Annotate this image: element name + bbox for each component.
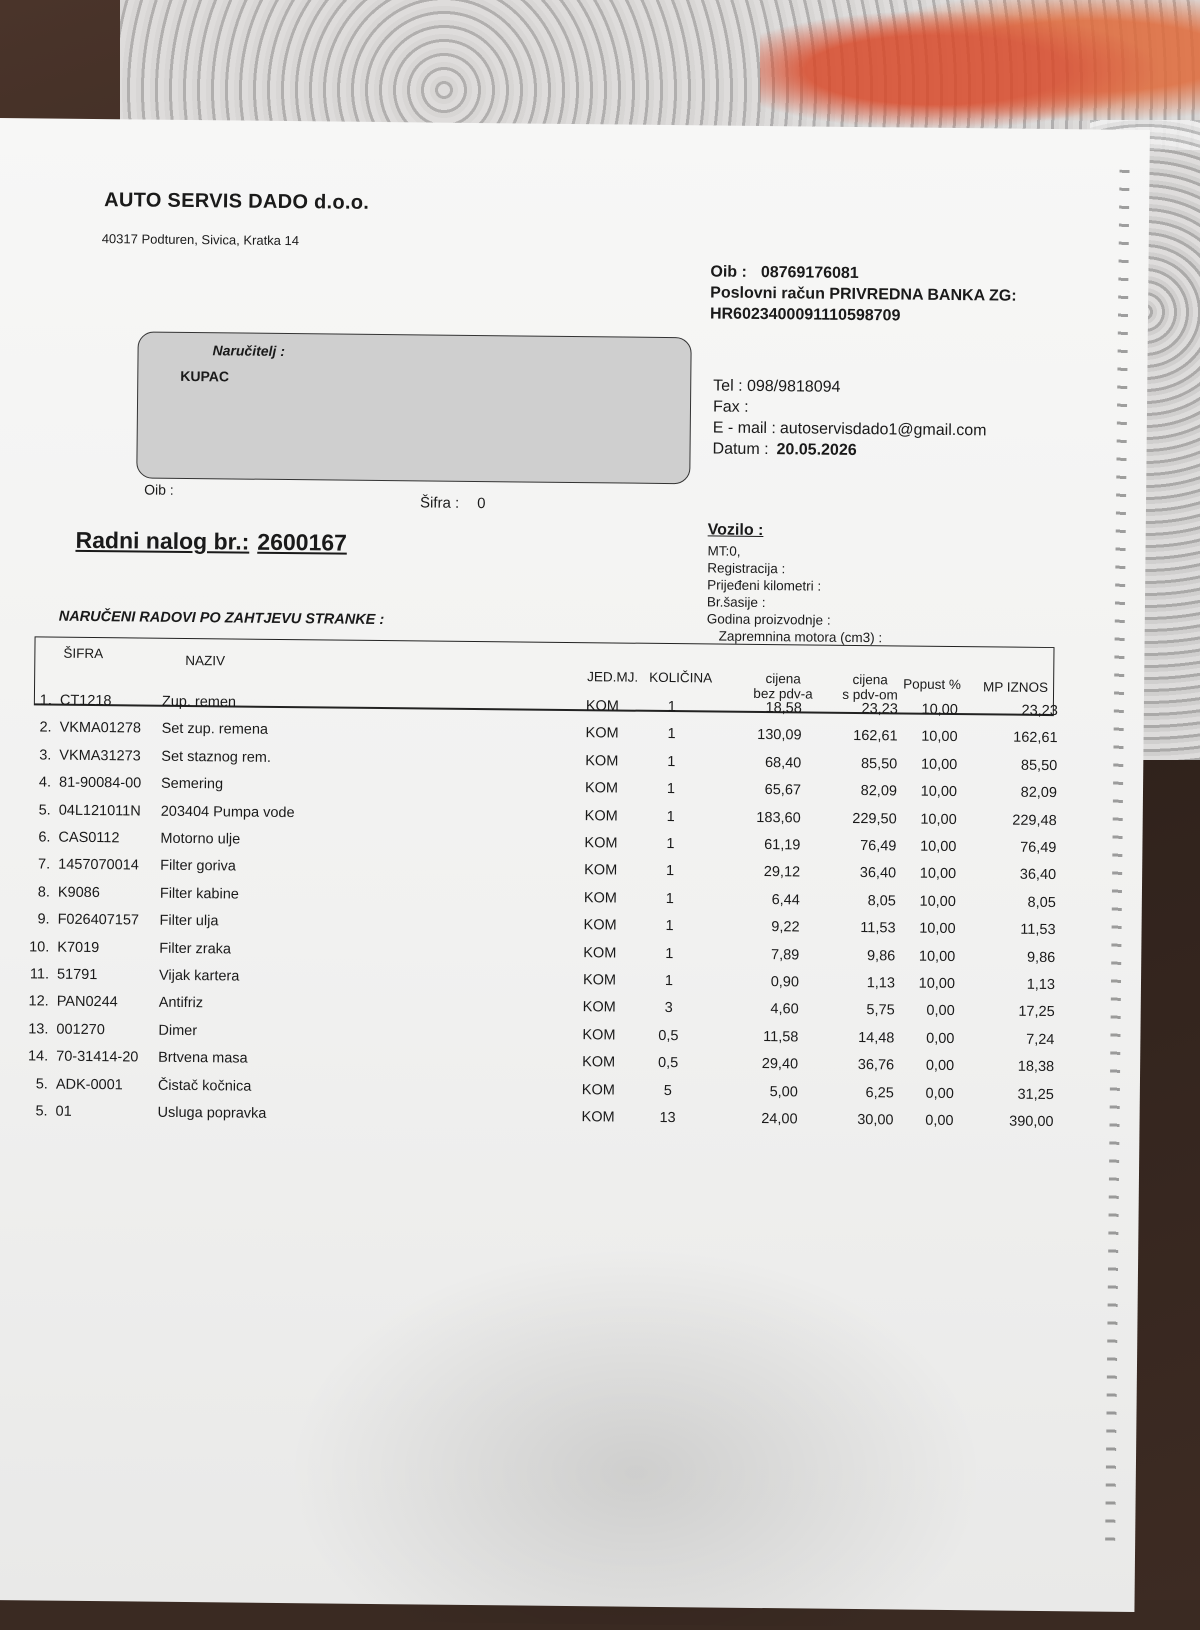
customer-oib-label: Oib : bbox=[144, 481, 174, 498]
row-number: 5. bbox=[35, 1076, 48, 1093]
item-name: Antifriz bbox=[158, 995, 204, 1012]
company-name: AUTO SERVIS DADO d.o.o. bbox=[104, 189, 370, 214]
item-total: 9,86 bbox=[1026, 949, 1056, 966]
item-name: Čistač kočnica bbox=[157, 1077, 252, 1095]
item-unit: KOM bbox=[582, 972, 617, 989]
item-quantity: 1 bbox=[667, 726, 676, 743]
item-total: 1,13 bbox=[1026, 976, 1056, 994]
item-unit: KOM bbox=[584, 835, 618, 852]
row-number: 5. bbox=[38, 802, 51, 819]
item-net-price: 24,00 bbox=[761, 1111, 798, 1128]
item-unit: KOM bbox=[581, 1081, 615, 1099]
item-total: 31,25 bbox=[1017, 1086, 1054, 1103]
item-net-price: 29,40 bbox=[761, 1056, 799, 1073]
item-net-price: 4,60 bbox=[770, 1001, 799, 1018]
header-net-price bbox=[743, 671, 823, 702]
item-discount: 0,00 bbox=[926, 1003, 955, 1020]
item-code: K7019 bbox=[57, 939, 100, 956]
item-code: ADK-0001 bbox=[55, 1076, 123, 1093]
item-total: 76,49 bbox=[1020, 839, 1057, 857]
item-discount: 10,00 bbox=[919, 866, 957, 883]
item-discount: 10,00 bbox=[918, 975, 956, 993]
vehicle-mt: MT:0, bbox=[707, 543, 741, 559]
vehicle-title: Vozilo : bbox=[707, 521, 764, 540]
item-quantity: 1 bbox=[666, 808, 675, 825]
company-address: 40317 Podturen, Sivica, Kratka 14 bbox=[101, 231, 300, 249]
item-quantity: 1 bbox=[665, 918, 674, 935]
item-total: 18,38 bbox=[1017, 1058, 1055, 1076]
item-net-price: 18,58 bbox=[765, 700, 802, 717]
item-quantity: 0,5 bbox=[657, 1055, 679, 1072]
item-code: 70-31414-20 bbox=[56, 1048, 139, 1066]
item-gross-price: 1,13 bbox=[866, 975, 896, 992]
header-total: MP IZNOS bbox=[983, 679, 1049, 696]
item-name: Set staznog rem. bbox=[161, 748, 272, 766]
item-name: Brtvena masa bbox=[158, 1049, 248, 1067]
item-total: 162,61 bbox=[1013, 730, 1058, 747]
row-number: 6. bbox=[38, 829, 51, 846]
item-total: 229,48 bbox=[1012, 812, 1057, 829]
item-quantity: 1 bbox=[666, 781, 676, 798]
vehicle-chassis: Br.šasije : bbox=[706, 594, 766, 611]
item-gross-price: 36,40 bbox=[859, 865, 897, 882]
item-code: VKMA31273 bbox=[59, 747, 141, 765]
item-code: F026407157 bbox=[57, 911, 140, 929]
header-gross-price bbox=[835, 672, 905, 703]
customer-name: KUPAC bbox=[180, 367, 230, 385]
item-total: 390,00 bbox=[1009, 1113, 1054, 1131]
row-number: 5. bbox=[35, 1103, 48, 1120]
item-unit: KOM bbox=[584, 807, 618, 825]
item-gross-price: 82,09 bbox=[860, 783, 898, 800]
item-code: CAS0112 bbox=[58, 829, 120, 847]
item-quantity: 13 bbox=[659, 1109, 676, 1127]
item-net-price: 68,40 bbox=[764, 754, 802, 772]
item-gross-price: 5,75 bbox=[866, 1002, 895, 1019]
row-number: 12. bbox=[28, 993, 49, 1010]
header-gross-line2: s pdv-om bbox=[842, 686, 898, 703]
item-unit: KOM bbox=[582, 1026, 616, 1044]
item-unit: KOM bbox=[583, 889, 617, 907]
item-unit: KOM bbox=[585, 698, 619, 715]
item-net-price: 5,00 bbox=[769, 1083, 798, 1101]
contact-email-label: E - mail : bbox=[712, 419, 777, 438]
item-total: 85,50 bbox=[1020, 757, 1058, 774]
item-unit: KOM bbox=[583, 944, 617, 962]
row-number: 4. bbox=[38, 774, 52, 791]
item-total: 8,05 bbox=[1027, 894, 1056, 911]
header-gross-line1: cijena bbox=[852, 671, 888, 688]
item-discount: 10,00 bbox=[921, 701, 958, 719]
item-code: 1457070014 bbox=[58, 857, 139, 874]
item-gross-price: 85,50 bbox=[860, 755, 898, 773]
row-number: 8. bbox=[37, 884, 50, 901]
row-number: 13. bbox=[28, 1021, 49, 1038]
item-discount: 10,00 bbox=[920, 838, 957, 856]
row-number: 11. bbox=[29, 966, 50, 983]
order-title bbox=[75, 527, 347, 557]
item-gross-price: 11,53 bbox=[860, 920, 896, 937]
item-gross-price: 23,23 bbox=[861, 701, 898, 718]
item-net-price: 6,44 bbox=[771, 891, 800, 909]
item-total: 23,23 bbox=[1021, 702, 1058, 720]
item-total: 17,25 bbox=[1018, 1004, 1055, 1021]
work-order-document bbox=[0, 118, 1150, 1612]
vehicle-engine: Zapremnina motora (cm3) : bbox=[718, 628, 883, 646]
item-gross-price: 229,50 bbox=[852, 810, 897, 828]
item-code: K9086 bbox=[57, 884, 100, 901]
item-net-price: 7,89 bbox=[770, 946, 800, 964]
item-name: Filter ulja bbox=[159, 912, 219, 930]
item-unit: KOM bbox=[582, 999, 616, 1016]
item-net-price: 29,12 bbox=[763, 864, 801, 881]
item-total: 11,53 bbox=[1020, 921, 1056, 939]
vehicle-info bbox=[707, 521, 884, 646]
item-gross-price: 76,49 bbox=[860, 838, 897, 855]
item-code: VKMA01278 bbox=[59, 720, 142, 737]
item-unit: KOM bbox=[584, 862, 618, 879]
item-discount: 0,00 bbox=[925, 1057, 955, 1075]
embroidery-decoration bbox=[760, 0, 1200, 140]
item-total: 7,24 bbox=[1026, 1031, 1055, 1048]
item-name: Dimer bbox=[158, 1022, 198, 1039]
item-net-price: 9,22 bbox=[771, 919, 800, 936]
item-discount: 10,00 bbox=[921, 729, 958, 746]
header-discount: Popust % bbox=[903, 676, 961, 693]
item-name: Zup. remen bbox=[161, 693, 237, 711]
item-quantity: 0,5 bbox=[658, 1027, 679, 1044]
item-quantity: 1 bbox=[666, 863, 675, 880]
item-code: 001270 bbox=[56, 1021, 105, 1038]
item-quantity: 5 bbox=[663, 1082, 672, 1099]
bank-info bbox=[710, 261, 1017, 327]
item-unit: KOM bbox=[585, 725, 619, 742]
item-code: 51791 bbox=[56, 966, 98, 984]
vehicle-year: Godina proizvodnje : bbox=[706, 611, 831, 628]
item-name: Usluga popravka bbox=[157, 1104, 267, 1122]
item-name: Filter zraka bbox=[159, 940, 232, 958]
contact-date-label: Datum : bbox=[712, 440, 769, 459]
customer-label: Naručitelj : bbox=[212, 342, 286, 359]
header-qty: KOLIČINA bbox=[649, 669, 713, 686]
item-discount: 10,00 bbox=[920, 783, 958, 801]
contact-tel: Tel : 098/9818094 bbox=[713, 377, 841, 396]
row-number: 2. bbox=[39, 719, 52, 736]
item-discount: 10,00 bbox=[918, 948, 956, 965]
item-discount: 10,00 bbox=[919, 893, 956, 910]
item-code: 81-90084-00 bbox=[58, 774, 142, 792]
item-unit: KOM bbox=[583, 917, 617, 934]
item-quantity: 1 bbox=[664, 973, 674, 990]
row-number: 10. bbox=[29, 938, 50, 956]
item-net-price: 11,58 bbox=[763, 1028, 799, 1046]
row-number: 7. bbox=[38, 856, 51, 873]
contact-date: 20.05.2026 bbox=[776, 441, 857, 459]
item-unit: KOM bbox=[582, 1054, 616, 1071]
item-name: 203404 Pumpa vode bbox=[160, 803, 295, 821]
item-discount: 0,00 bbox=[926, 1030, 955, 1047]
company-oib: 08769176081 bbox=[760, 263, 859, 283]
header-unit: JED.MJ. bbox=[587, 669, 639, 685]
row-number: 1. bbox=[39, 692, 52, 709]
company-oib-label: Oib : bbox=[710, 263, 747, 281]
item-quantity: 1 bbox=[665, 890, 674, 907]
item-discount: 10,00 bbox=[920, 811, 957, 828]
header-code: ŠIFRA bbox=[63, 645, 104, 662]
contact-date-line bbox=[712, 438, 986, 462]
contact-info bbox=[712, 375, 987, 462]
item-gross-price: 30,00 bbox=[857, 1112, 894, 1129]
contact-email-line bbox=[713, 417, 987, 441]
row-number: 3. bbox=[39, 747, 52, 764]
item-total: 36,40 bbox=[1019, 867, 1057, 884]
item-gross-price: 14,48 bbox=[858, 1029, 895, 1047]
customer-sifra bbox=[420, 494, 486, 512]
item-discount: 0,00 bbox=[925, 1085, 954, 1102]
item-name: Filter goriva bbox=[160, 858, 237, 875]
item-unit: KOM bbox=[585, 752, 619, 770]
customer-sifra-value: 0 bbox=[477, 495, 486, 513]
item-total: 82,09 bbox=[1020, 784, 1058, 802]
item-quantity: 1 bbox=[665, 945, 674, 962]
item-code: CT1218 bbox=[59, 692, 112, 710]
item-code: 01 bbox=[55, 1103, 72, 1120]
header-name: NAZIV bbox=[185, 652, 226, 669]
item-name: Motorno ulje bbox=[160, 830, 241, 848]
item-quantity: 1 bbox=[667, 699, 676, 716]
order-number: 2600167 bbox=[257, 528, 348, 556]
header-net-line2: bez pdv-a bbox=[753, 685, 813, 702]
item-quantity: 1 bbox=[667, 753, 676, 770]
item-unit: KOM bbox=[584, 780, 619, 797]
item-discount: 0,00 bbox=[925, 1112, 954, 1130]
order-label: Radni nalog br.: bbox=[75, 526, 250, 555]
item-net-price: 130,09 bbox=[757, 727, 802, 744]
header-net-line1: cijena bbox=[765, 671, 801, 687]
item-gross-price: 6,25 bbox=[865, 1084, 894, 1102]
works-title: NARUČENI RADOVI PO ZAHTJEVU STRANKE : bbox=[58, 608, 385, 629]
item-code: 04L121011N bbox=[58, 802, 141, 820]
item-gross-price: 36,76 bbox=[857, 1057, 895, 1074]
item-name: Set zup. remena bbox=[161, 721, 269, 739]
item-gross-price: 9,86 bbox=[866, 947, 896, 965]
item-unit: KOM bbox=[581, 1109, 615, 1126]
row-number: 14. bbox=[27, 1048, 49, 1065]
bank-account-label: Poslovni račun PRIVREDNA BANKA ZG: bbox=[710, 284, 1017, 305]
item-name: Semering bbox=[160, 775, 224, 793]
item-code: PAN0244 bbox=[56, 994, 118, 1011]
vehicle-km: Prijeđeni kilometri : bbox=[707, 577, 822, 594]
paper-shadow bbox=[284, 1241, 988, 1628]
item-gross-price: 162,61 bbox=[853, 728, 898, 745]
item-net-price: 61,19 bbox=[764, 837, 801, 854]
vehicle-registration: Registracija : bbox=[707, 560, 786, 577]
item-discount: 10,00 bbox=[920, 756, 958, 773]
item-discount: 10,00 bbox=[919, 920, 956, 938]
bank-iban: HR6023400091110598709 bbox=[709, 305, 901, 325]
row-number: 9. bbox=[37, 911, 50, 928]
printer-edge-marks bbox=[1105, 170, 1129, 1550]
item-net-price: 183,60 bbox=[756, 809, 801, 827]
item-quantity: 1 bbox=[666, 836, 675, 853]
customer-sifra-label: Šifra : bbox=[419, 494, 460, 512]
item-gross-price: 8,05 bbox=[867, 892, 896, 910]
item-quantity: 3 bbox=[664, 1000, 673, 1017]
item-net-price: 0,90 bbox=[770, 974, 800, 991]
item-name: Vijak kartera bbox=[158, 967, 240, 985]
item-name: Filter kabine bbox=[159, 885, 239, 903]
item-net-price: 65,67 bbox=[764, 782, 802, 799]
contact-email: autoservisdado1@gmail.com bbox=[779, 420, 987, 440]
contact-fax: Fax : bbox=[712, 398, 749, 416]
